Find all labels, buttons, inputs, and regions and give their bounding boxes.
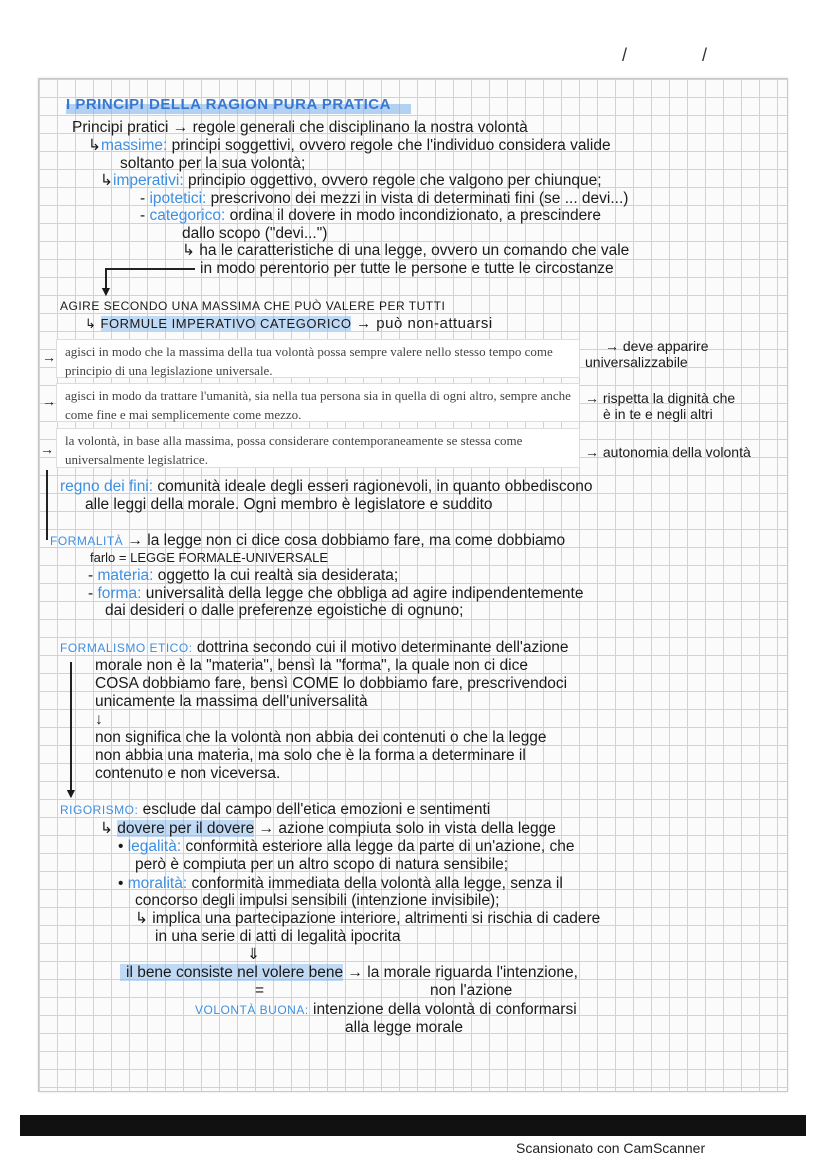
connector-line <box>46 470 48 540</box>
scan-border-bar <box>20 1115 806 1136</box>
formalismo-cont: COSA dobbiamo fare, bensì COME lo dobbiamo fare, prescrivendoci <box>95 675 568 692</box>
arrow-right-icon: → <box>42 393 56 409</box>
highlighted-phrase: il bene consiste nel volere bene <box>120 964 343 981</box>
forma-cont: dai desideri o dalle preferenze egoistiche di ognuno; <box>105 602 464 619</box>
formula-note: → deve apparire <box>605 338 709 354</box>
formalismo-cont: unicamente la massima dell'universalità <box>95 693 368 710</box>
term-label: massime: <box>101 137 168 154</box>
moralita-cont: concorso degli impulsi sensibili (intenzione invisibile); <box>135 892 500 909</box>
definition: conformità esteriore alla legge da parte di un'azione, che <box>181 838 575 855</box>
formalita-line <box>50 532 565 550</box>
term-label: materia: <box>97 567 154 584</box>
definition: intenzione della volontà di conformarsi <box>308 1001 577 1018</box>
regno-cont: alle leggi della morale. Ogni membro è legislatore e suddito <box>85 496 493 513</box>
connector-line <box>105 268 195 270</box>
definition: esclude dal campo dell'etica emozioni e sentimenti <box>138 801 491 818</box>
formula-box: la volontà, in base alla massima, possa considerare contemporaneamente se stessa come universalmente legislatrice. <box>56 428 580 468</box>
formula-note: → autonomia della volontà <box>585 444 751 460</box>
formula-note: → rispetta la dignità che <box>585 390 736 406</box>
legalita-cont: però è compiuta per un altro scopo di natura sensibile; <box>135 856 509 873</box>
dovere-line <box>100 820 556 838</box>
arrow-icon: ↳ <box>100 820 118 837</box>
double-arrow-down-icon: ⇓ <box>247 946 260 963</box>
definition: conformità immediata della volontà alla legge, senza il <box>187 875 563 892</box>
bullet: - <box>140 207 150 224</box>
arrow-icon: ↳ <box>85 316 101 331</box>
arrow-icon: ↳ <box>88 137 101 154</box>
arrow-right-icon: → <box>40 441 54 457</box>
pen-mark: / <box>622 45 628 65</box>
arrow-down-icon: ↓ <box>95 711 103 728</box>
definition: prescrivono dei mezzi in vista di determinati fini (se ... devi...) <box>206 190 629 207</box>
formalismo-cont: morale non è la "materia", bensì la "forma", la quale non ci dice <box>95 657 528 674</box>
definition: → può non-attuarsi <box>351 315 493 332</box>
formalismo-cont: non significa che la volontà non abbia dei contenuti o che la legge <box>95 729 547 746</box>
equals-sign: = <box>255 982 265 999</box>
term-label: VOLONTÀ BUONA: <box>195 1003 309 1017</box>
moralita-line: • moralità: conformità immediata della volontà alla legge, senza il <box>118 875 563 892</box>
bene-line <box>120 964 578 982</box>
pen-mark: / <box>702 45 708 65</box>
definition: comunità ideale degli esseri ragionevoli, in quanto obbediscono <box>153 478 593 495</box>
term-label: regno dei fini: <box>60 478 154 495</box>
categorico-line <box>140 207 601 225</box>
volonta-line <box>195 1001 577 1019</box>
definition: principio oggettivo, ovvero regole che valgono per chiunque; <box>183 172 602 189</box>
definition: → la legge non ci dice cosa dobbiamo fare, ma come dobbiamo <box>123 532 566 549</box>
term-label: FORMALITÀ <box>50 534 124 548</box>
moralita-cont: ↳ implica una partecipazione interiore, altrimenti si rischia di cadere <box>135 910 601 927</box>
bene-cont: non l'azione <box>430 982 513 999</box>
definition: principi soggettivi, ovvero regole che l'individuo considera valide <box>167 137 611 154</box>
definition: universalità della legge che obbliga ad agire indipendentemente <box>141 585 584 602</box>
formula-box: agisci in modo da trattare l'umanità, sia nella tua persona sia in quella di ogni altro, sempre anche come fine e mai semplicemente come mezzo. <box>56 383 580 422</box>
definition: oggetto la cui realtà sia desiderata; <box>153 567 399 584</box>
formula-box: agisci in modo che la massima della tua volontà possa sempre valere nello stesso tempo come principio di una legislazione universale. <box>56 339 580 378</box>
volonta-cont: alla legge morale <box>345 1019 464 1036</box>
intro-line: Principi pratici → regole generali che disciplinano la nostra volontà <box>72 119 528 136</box>
term-label: RIGORISMO: <box>60 803 139 817</box>
forma-line: - forma: universalità della legge che obbliga ad agire indipendentemente <box>88 585 584 602</box>
highlighted-phrase: dovere per il dovere <box>117 820 255 837</box>
arrow-down-icon: ▼ <box>99 283 113 299</box>
ipotetici-line <box>140 190 628 208</box>
bullet: - <box>140 190 150 207</box>
term-label: moralità: <box>127 875 188 892</box>
categorico-cont: dallo scopo ("devi...") <box>182 225 328 242</box>
term-label: imperativi: <box>113 172 184 189</box>
imperativi-line <box>100 172 602 190</box>
definition: dottrina secondo cui il motivo determinante dell'azione <box>192 639 569 656</box>
formalismo-cont: non abbia una materia, ma solo che è la forma a determinare il <box>95 747 526 764</box>
term-label: categorico: <box>149 207 226 224</box>
massime-cont: soltanto per la sua volontà; <box>120 155 306 172</box>
formule-line <box>85 315 493 333</box>
materia-line: - materia: oggetto la cui realtà sia desiderata; <box>88 567 399 584</box>
definition: → la morale riguarda l'intenzione, <box>343 964 578 981</box>
term-label: FORMALISMO ETICO: <box>60 641 193 655</box>
camscanner-footer: Scansionato con CamScanner <box>516 1140 706 1156</box>
definition: → azione compiuta solo in vista della legge <box>254 820 556 837</box>
formalismo-cont: contenuto e non viceversa. <box>95 765 281 782</box>
term-label: ipotetici: <box>149 190 207 207</box>
moralita-cont: in una serie di atti di legalità ipocrita <box>155 928 401 945</box>
massime-line <box>88 137 611 155</box>
connector-line <box>70 662 72 792</box>
arrow-right-icon: → <box>42 349 56 365</box>
legalita-line: • legalità: conformità esteriore alla legge da parte di un'azione, che <box>118 838 575 855</box>
formalismo-line <box>60 639 569 657</box>
formula-note: è in te e negli altri <box>603 406 713 422</box>
formalita-cont: farlo = LEGGE FORMALE-UNIVERSALE <box>90 550 329 565</box>
rigorismo-line <box>60 801 490 819</box>
categorico-cont: in modo perentorio per tutte le persone e tutte le circostanze <box>200 260 614 277</box>
regno-line <box>60 478 593 496</box>
highlighted-heading: FORMULE IMPERATIVO CATEGORICO <box>100 316 352 331</box>
page-title: I PRINCIPI DELLA RAGION PURA PRATICA <box>66 96 411 114</box>
formula-note: universalizzabile <box>585 354 688 370</box>
arrow-icon: ↳ <box>100 172 113 189</box>
categorico-cont: ↳ ha le caratteristiche di una legge, ovvero un comando che vale <box>182 242 630 259</box>
arrow-down-icon: ▼ <box>64 785 78 801</box>
agire-line: AGIRE SECONDO UNA MASSIMA CHE PUÒ VALERE PER TUTTI <box>60 299 446 313</box>
definition: ordina il dovere in modo incondizionato, a prescindere <box>225 207 601 224</box>
term-label: forma: <box>97 585 142 602</box>
term-label: legalità: <box>127 838 182 855</box>
